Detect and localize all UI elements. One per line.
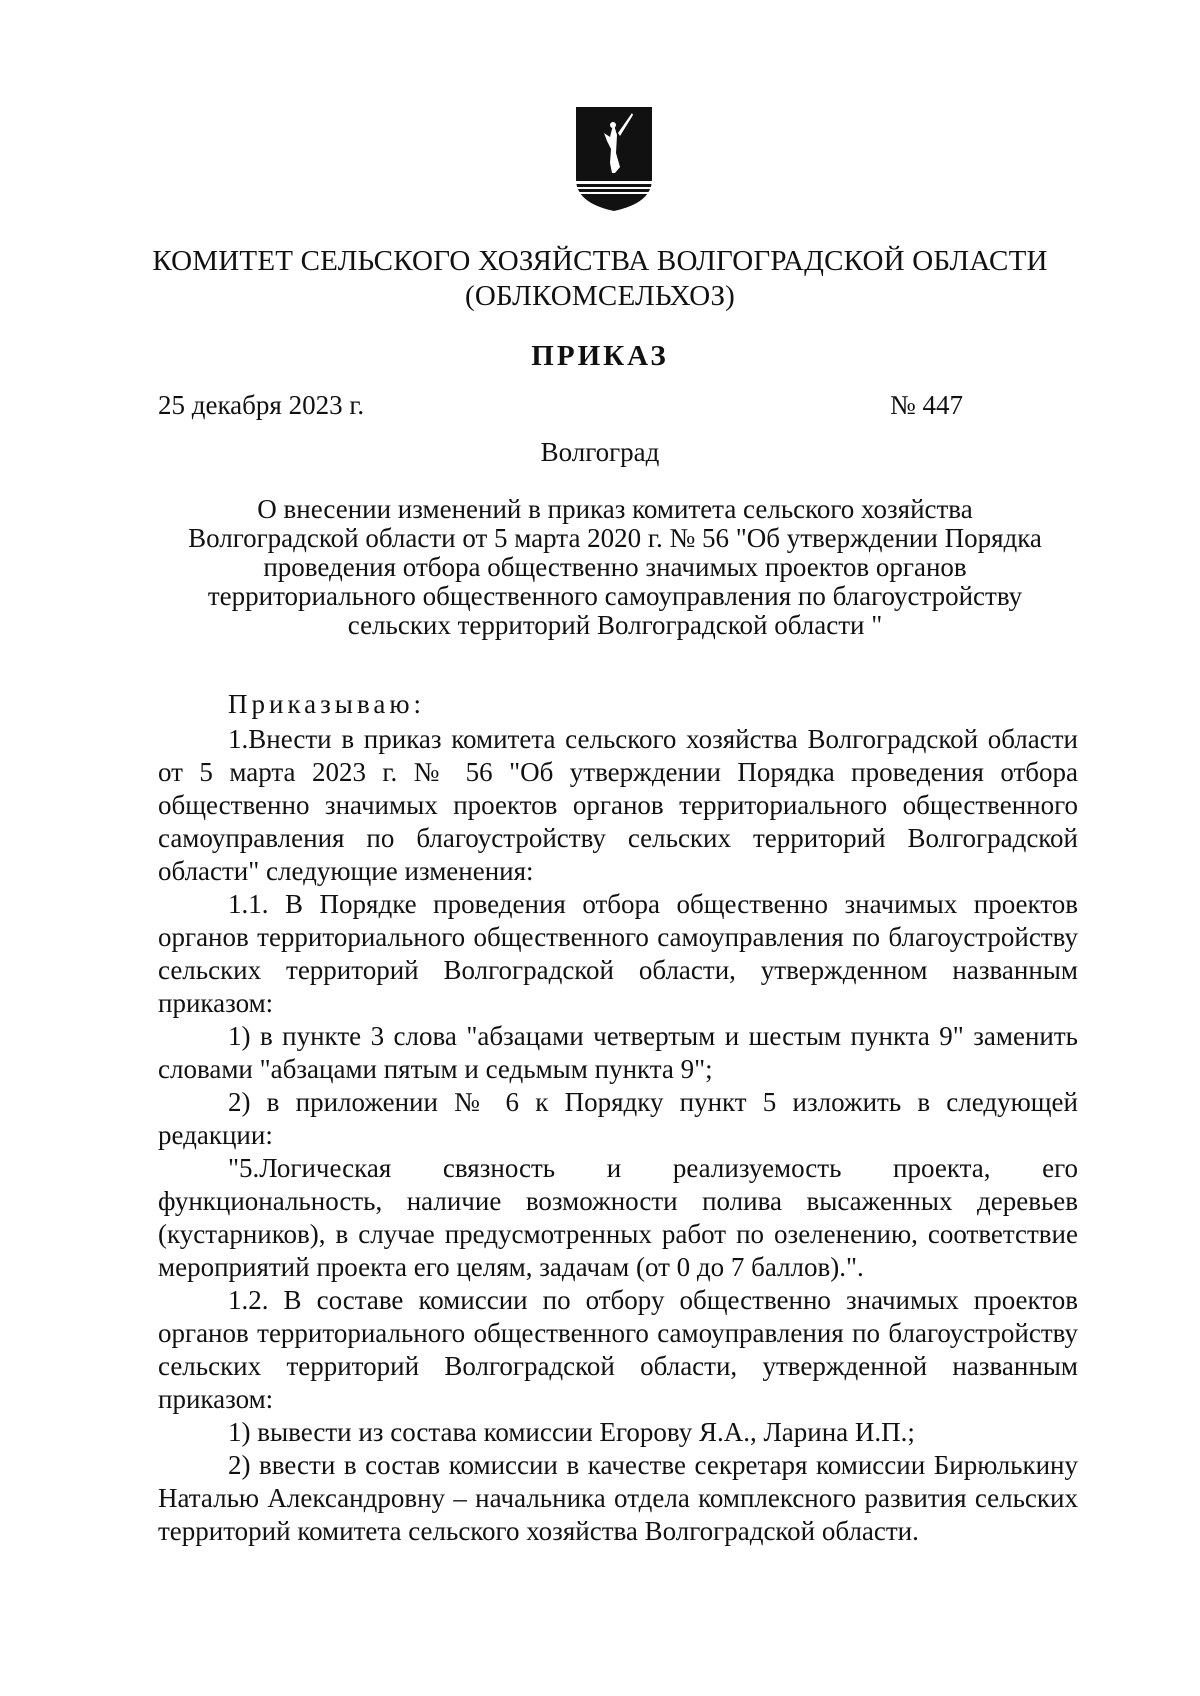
body-paragraph: 1.1. В Порядке проведения отбора общественно значимых проектов органов территориального общественного самоуправления по благоустройству сельских территорий Волгоградской области, утвержденном названным приказом: bbox=[158, 889, 1078, 1018]
coat-of-arms-icon bbox=[574, 105, 654, 213]
body-paragraph: 1.2. В составе комиссии по отбору общественно значимых проектов органов территориального общественного самоуправления по благоустройству сельских территорий Волгоградской области, утвержденной названным приказом: bbox=[158, 1285, 1078, 1414]
subject-line: О внесении изменений в приказ комитета сельского хозяйства bbox=[257, 494, 973, 524]
organization-title: КОМИТЕТ СЕЛЬСКОГО ХОЗЯЙСТВА ВОЛГОГРАДСКОЙ ОБЛАСТИ bbox=[152, 245, 1048, 277]
body-paragraph: "5.Логическая связность и реализуемость проекта, его функциональность, наличие возможности полива высаженных деревьев (кустарников), в случае предусмотренных работ по озеленению, соответствие мероприятий проекта его целям, задачам (от 0 до 7 баллов).". bbox=[158, 1153, 1078, 1282]
body-paragraph: 1) в пункте 3 слова "абзацами четвертым и шестым пункта 9" заменить словами "абзацами пятым и седьмым пункта 9"; bbox=[158, 1021, 1078, 1084]
document-body bbox=[158, 688, 1078, 1548]
document-city: Волгоград bbox=[540, 437, 660, 467]
document-date: 25 декабря 2023 г. bbox=[158, 390, 365, 420]
subject-line: сельских территорий Волгоградской области " bbox=[347, 610, 883, 640]
document-type: ПРИКАЗ bbox=[531, 340, 669, 372]
document-subject bbox=[150, 495, 1080, 640]
body-paragraph: 1) вывести из состава комиссии Егорову Я.А., Ларина И.П.; bbox=[228, 1417, 915, 1447]
subject-line: Волгоградской области от 5 марта 2020 г. № 56 "Об утверждении Порядка bbox=[188, 523, 1042, 553]
body-paragraph: 2) в приложении № 6 к Порядку пункт 5 изложить в следующей редакции: bbox=[158, 1087, 1078, 1150]
organization-abbreviation: (ОБЛКОМСЕЛЬХОЗ) bbox=[464, 280, 736, 312]
subject-line: проведения отбора общественно значимых проектов органов bbox=[263, 552, 967, 582]
document-number: № 447 bbox=[890, 390, 964, 420]
subject-line: территориального общественного самоуправления по благоустройству bbox=[207, 581, 1023, 611]
body-paragraph: 2) ввести в состав комиссии в качестве секретаря комиссии Бирюлькину Наталью Александровну – начальника отдела комплексного развития сельских территорий комитета сельского хозяйства Волгоградской области. bbox=[158, 1450, 1078, 1546]
order-word: Приказываю: bbox=[228, 689, 425, 719]
body-paragraph: 1.Внести в приказ комитета сельского хозяйства Волгоградской области от 5 марта 2023 г. № 56 "Об утверждении Порядка проведения отбора общественно значимых проектов органов территориального общественного самоуправления по благоустройству сельских территорий Волгоградской области" следующие изменения: bbox=[158, 724, 1078, 886]
